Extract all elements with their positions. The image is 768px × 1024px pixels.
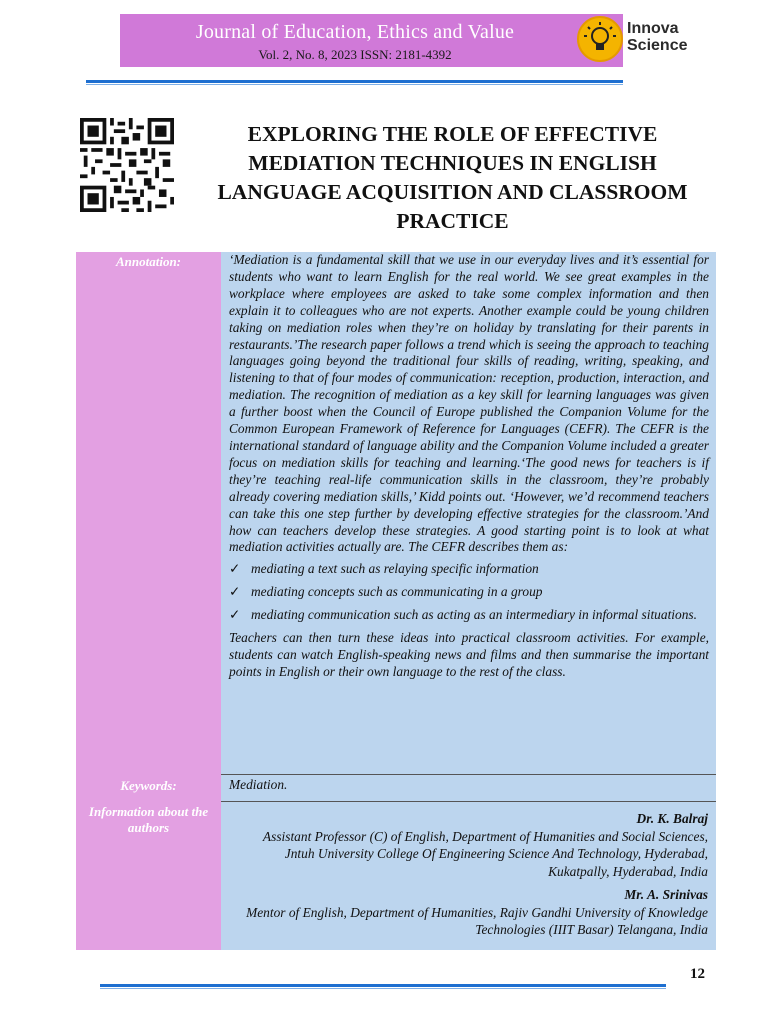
list-item-text: mediating a text such as relaying specific information [251,561,539,577]
innova-science-logo [575,14,705,66]
lightbulb-icon [577,16,623,62]
author-name: Mr. A. Srinivas [624,887,708,902]
authors-info [236,810,708,945]
paper-title: EXPLORING THE ROLE OF EFFECTIVE MEDIATION TECHNIQUES IN ENGLISH LANGUAGE ACQUISITION AND CLASSROOM PRACTICE [217,122,688,233]
annotation-text [229,252,709,681]
list-item [229,607,709,624]
author-entry [236,810,708,880]
header-rule [86,80,623,83]
keywords-bottom-divider [221,801,716,802]
mediation-activity-list [229,561,709,624]
journal-volume-issn: Vol. 2, No. 8, 2023 ISSN: 2181-4392 [258,47,452,62]
page-number: 12 [690,966,705,982]
annotation-body: ‘Mediation is a fundamental skill that we use in our everyday lives and it’s essential for students who want to learn English for the real world. We see great examples in the workplace where employees are asked to take some complex information and then explain it to colleagues who are not experts. Another example could be young children taking on mediation roles when they’re on holiday by translating for their parents in restaurants.’The research paper follows a trend which is seeing the approach to teaching languages going beyond the traditional four skills of reading, writing, speaking, and listening to that of four modes of communication: reception, production, interaction, and mediation. The recognition of mediation as a key skill for learning languages was given a further boost when the Council of Europe published the Companion Volume for the Common European Framework of Reference for Languages (CEFR). The CEFR is the international standard of language ability and the Companion Volume included a greater focus on mediation skills for teaching and learning.‘The good news for teachers is if they’re teaching real-life communication skills in the classroom, they’re probably already covering mediation skills,’ Kidd points out. ‘However, we’d recommend teachers can take this one step further by developing effective strategies for the classroom.’And how can teachers develop these strategies. A good starting point is to look at what mediation activities actually are. The CEFR describes them as: [229,252,709,555]
keywords-label: Keywords: [120,778,177,793]
list-item [229,561,709,578]
journal-header [120,14,623,67]
footer-rule-thin [100,988,666,989]
qr-code [80,118,174,212]
keywords-top-divider [221,774,716,775]
keywords-value: Mediation. [229,777,288,792]
author-name: Dr. K. Balraj [636,811,708,826]
footer-rule [100,984,666,987]
author-entry [236,886,708,939]
author-affiliation: Mentor of English, Department of Humanities, Rajiv Gandhi University of Knowledge Technologies (IIIT Basar) Telangana, India [246,904,708,937]
author-affiliation: Assistant Professor (C) of English, Department of Humanities and Social Sciences, Jntuh University College Of Engineering Science And Technology, Hyderabad, Kukatpally, Hyderabad, India [262,828,708,879]
annotation-label: Annotation: [115,254,182,269]
checkmark-icon: ✓ [229,561,241,577]
logo-line-1: Innova [627,20,679,37]
header-rule-thin [86,84,623,85]
list-item-text: mediating communication such as acting as an intermediary in informal situations. [251,607,697,623]
journal-title: Journal of Education, Ethics and Value [195,21,515,43]
list-item [229,584,709,601]
checkmark-icon: ✓ [229,607,241,623]
list-item-text: mediating concepts such as communicating in a group [251,584,543,600]
annotation-closing: Teachers can then turn these ideas into practical classroom activities. For example, students can watch English-speaking news and films and then summarise the important points in English or their own language to the rest of the class. [229,630,709,679]
logo-line-2: Science [627,37,688,54]
logo-text [627,20,687,54]
checkmark-icon: ✓ [229,584,241,600]
label-column [76,252,221,950]
authors-info-label: Information about the authors [88,804,209,835]
